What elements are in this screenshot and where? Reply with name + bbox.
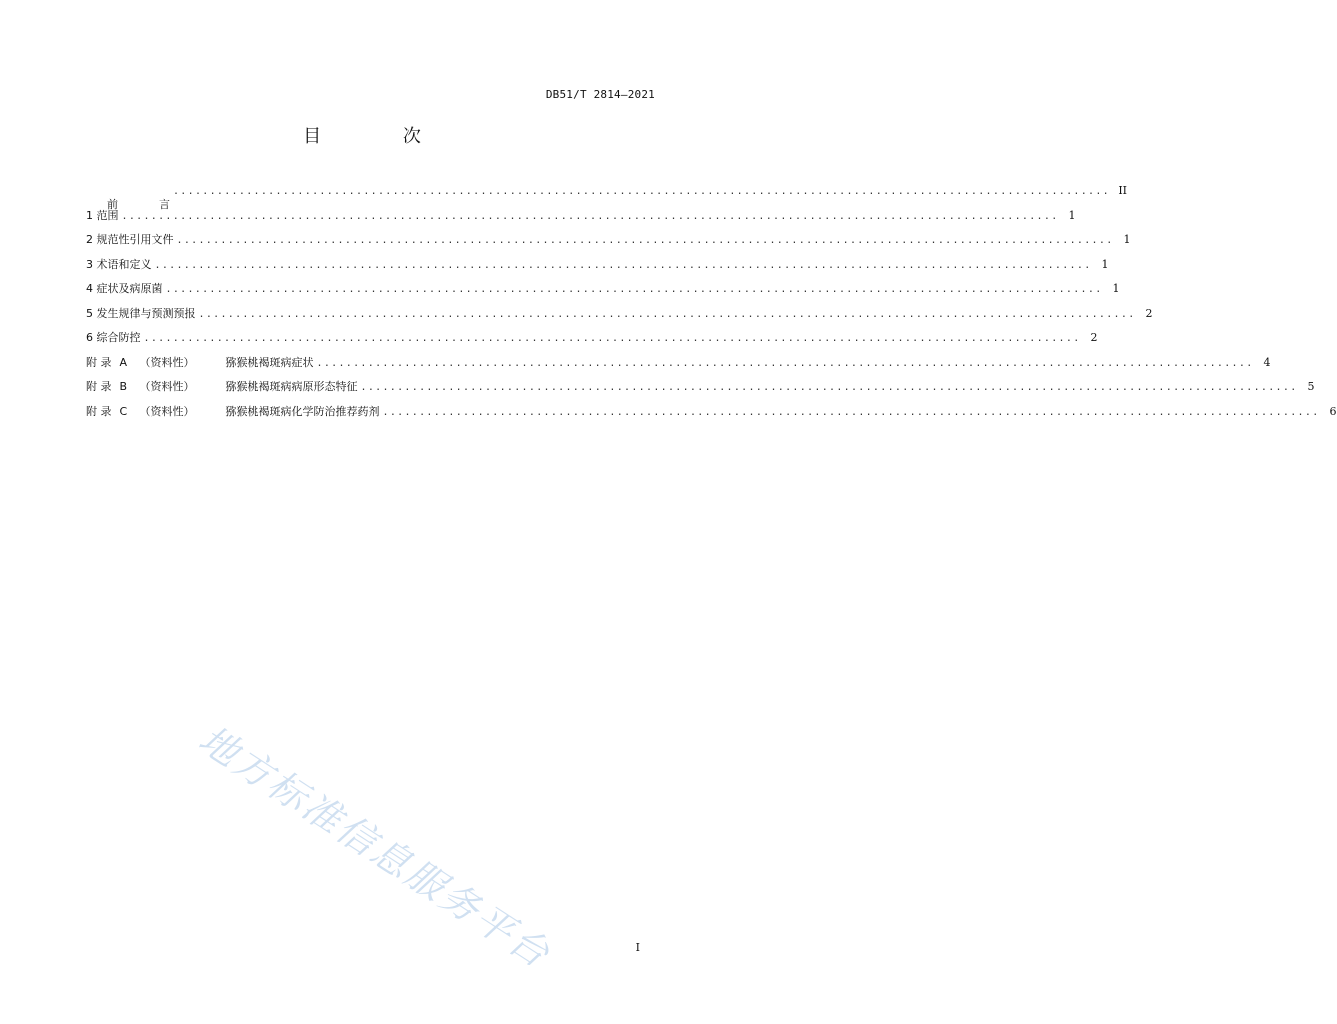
toc-page-number: 4: [1263, 355, 1271, 369]
watermark: 地方标准信息服务平台: [191, 716, 559, 978]
leader-dots: ................................................................................................................................: [121, 210, 1059, 222]
annex-prefix: 附 录: [86, 380, 112, 393]
standard-code: DB51/T 2814—2021: [545, 88, 655, 101]
toc-page-number: 1: [1068, 208, 1076, 222]
toc-item-label: [86, 380, 358, 394]
annex-type: （资料性）: [139, 380, 195, 393]
toc-page-number: 2: [1090, 331, 1098, 344]
annex-letter: C: [119, 404, 128, 418]
leader-dots: ................................................................................................................................: [316, 357, 1254, 369]
leader-dots: ................................................................................................................................: [360, 382, 1298, 393]
leader-dots: ................................................................................................................................: [382, 406, 1320, 418]
toc-item-annex-b[interactable]: [86, 380, 1315, 405]
annex-type: （资料性）: [139, 404, 195, 418]
annex-title: 猕猴桃褐斑病化学防治推荐药剂: [225, 404, 380, 418]
toc-page-number: 1: [1112, 282, 1120, 295]
toc-page-number: II: [1118, 184, 1128, 197]
toc-item-label: [86, 356, 314, 370]
toc-item-terms[interactable]: [86, 257, 1109, 283]
toc-item-annex-a[interactable]: [86, 355, 1271, 381]
toc-item-label: [86, 405, 380, 419]
toc-page-number: 2: [1145, 306, 1153, 320]
annex-letter: B: [119, 380, 128, 393]
toc-item-label: 4 症状及病原菌: [86, 282, 163, 295]
toc-item-label-part: 前: [106, 198, 118, 211]
toc-item-preface[interactable]: [86, 184, 1128, 211]
annex-title: 猕猴桃褐斑病症状: [225, 355, 314, 369]
table-of-contents: [86, 184, 1337, 429]
leader-dots: ................................................................................................................................: [143, 333, 1081, 344]
page-title: 目 次: [303, 126, 459, 147]
toc-page-number: 5: [1307, 380, 1315, 393]
leader-dots: ................................................................................................................................: [165, 284, 1103, 295]
toc-item-annex-c[interactable]: [86, 404, 1337, 430]
leader-dots: ................................................................................................................................: [172, 186, 1111, 197]
toc-item-label: 1 范围: [86, 208, 119, 222]
toc-item-label: 6 综合防控: [86, 331, 141, 344]
toc-page-number: 6: [1329, 404, 1337, 418]
toc-item-label: 3 术语和定义: [86, 257, 152, 271]
annex-type: （资料性）: [139, 355, 195, 369]
toc-page-number: 1: [1101, 257, 1109, 271]
toc-item-label: 2 规范性引用文件: [86, 233, 174, 246]
toc-item-occurrence[interactable]: [86, 306, 1153, 332]
annex-letter: A: [119, 355, 128, 369]
leader-dots: ................................................................................................................................: [198, 308, 1136, 320]
leader-dots: ................................................................................................................................: [154, 259, 1092, 271]
leader-dots: ................................................................................................................................: [176, 235, 1114, 246]
annex-title: 猕猴桃褐斑病病原形态特征: [225, 380, 358, 393]
toc-item-normative-references[interactable]: [86, 233, 1131, 258]
toc-item-label: 5 发生规律与预测预报: [86, 306, 196, 320]
toc-item-scope[interactable]: [86, 208, 1076, 234]
toc-page-number: 1: [1123, 233, 1131, 246]
annex-prefix: 附 录: [86, 355, 112, 369]
toc-item-symptoms[interactable]: [86, 282, 1120, 307]
annex-prefix: 附 录: [86, 404, 112, 418]
toc-item-control[interactable]: [86, 331, 1098, 356]
page-number: I: [635, 941, 640, 954]
toc-item-label-part: 言: [158, 198, 170, 211]
